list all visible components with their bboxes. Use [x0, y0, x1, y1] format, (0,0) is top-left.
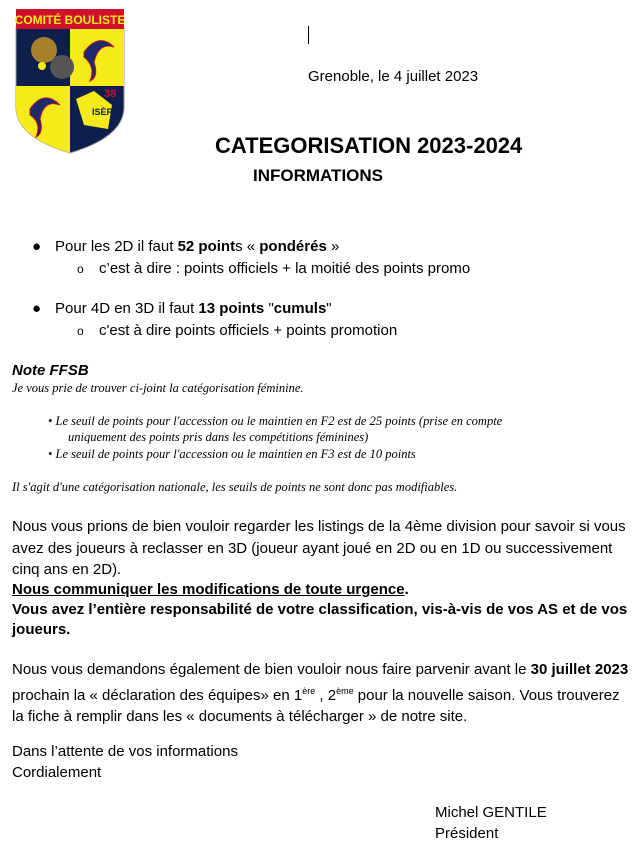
document-title: CATEGORISATION 2023-2024 [215, 133, 523, 158]
note-bullet-f2: • Le seuil de points pour l'accession ou le maintien en F2 est de 25 points (prise en compte [48, 414, 503, 428]
note-bullet-f2-cont: uniquement des points pris dans les compétitions féminines) [68, 430, 369, 444]
comite-bouliste-logo [14, 7, 126, 155]
bullet-icon: ● [32, 300, 42, 317]
rule-3d: ● Pour 4D en 3D il faut 13 points "cumuls" [32, 300, 332, 317]
text-cursor [308, 26, 309, 44]
urgent-notice: Nous communiquer les modifications de toute urgence. Vous avez l’entière responsabilité de votre classification, vis-à-vis de vos AS et de vos joueurs. [12, 581, 628, 638]
svg-text:38: 38 [104, 88, 117, 100]
svg-text:ISÈRE: ISÈRE [92, 107, 120, 117]
note-heading: Note FFSB [12, 362, 89, 379]
signature-name: Michel GENTILE [435, 804, 547, 821]
signature-role: Président [435, 825, 499, 842]
document-subtitle: INFORMATIONS [253, 166, 384, 185]
bullet-icon: ● [32, 238, 42, 255]
note-intro: Je vous prie de trouver ci-joint la catégorisation féminine. [12, 381, 304, 395]
closing-line: Dans l’attente de vos informations [12, 743, 238, 760]
rule-2d: ● Pour les 2D il faut 52 points « pondérés » [32, 238, 340, 255]
note-bullet-f3: • Le seuil de points pour l'accession ou le maintien en F3 est de 10 points [48, 447, 416, 461]
rule-3d-detail: o c'est à dire points officiels + points promotion [77, 322, 398, 339]
svg-text:COMITÉ BOULISTE: COMITÉ BOULISTE [14, 13, 126, 27]
circle-bullet-icon: o [77, 262, 84, 276]
reclassification-paragraph: Nous vous prions de bien vouloir regarder les listings de la 4ème division pour savoir si vous avez des joueurs à reclasser en 3D (joueur ayant joué en 2D ou en 1D ou successivement cinq ans en 2D). [12, 518, 626, 578]
date-line: Grenoble, le 4 juillet 2023 [308, 68, 479, 85]
rule-2d-detail: o c’est à dire : points officiels + la moitié des points promo [77, 260, 471, 277]
closing-greeting: Cordialement [12, 764, 102, 781]
team-declaration-paragraph: Nous vous demandons également de bien vouloir nous faire parvenir avant le 30 juillet 2023 prochain la « déclaration des équipes» en 1ère , 2ème pour la nouvelle saison. Vous trouverez la fiche à remplir dans les « documents à télécharger » de notre site. [12, 661, 629, 725]
circle-bullet-icon: o [77, 324, 84, 338]
note-footer: Il s'agit d'une catégorisation nationale, les seuils de points ne sont donc pas modifiables. [12, 480, 458, 494]
